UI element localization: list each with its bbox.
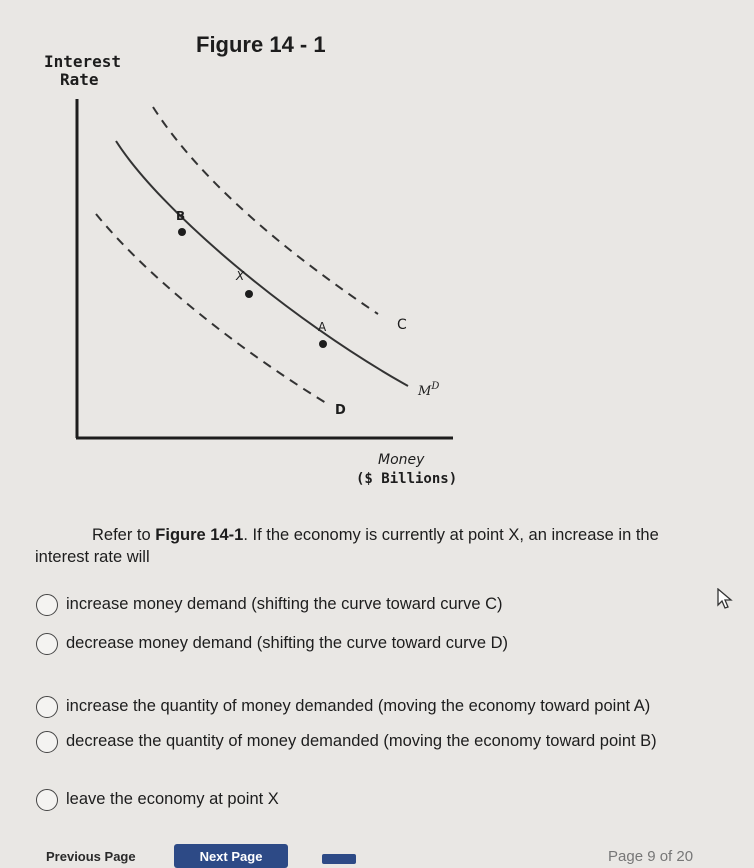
mouse-pointer-icon [717,588,733,610]
y-axis-label-line1: Interest [44,52,122,71]
answer-option-text: decrease money demand (shifting the curve toward curve D) [66,634,509,652]
page-indicator: Page 9 of 20 [608,848,694,865]
answer-option-1[interactable] [36,594,706,616]
radio-button[interactable] [36,594,58,616]
radio-button[interactable] [36,696,58,718]
y-axis-label-line2: Rate [60,70,99,89]
answer-option-4[interactable] [36,731,696,753]
point-a [319,340,327,348]
question-prefix: Refer to [92,526,156,544]
question-line1: . If the economy is currently at point X, an increase in the [243,526,659,544]
figure-reference: Figure 14-1 [155,526,244,544]
x-axis-label-line1: Money [378,452,425,468]
curve-d-dashed [96,214,326,403]
answer-option-3[interactable] [36,696,706,718]
answer-option-text: increase the quantity of money demanded (moving the economy toward point A) [66,697,651,715]
money-demand-curve [116,141,408,386]
curve-c-dashed [153,107,378,314]
question-text [35,524,725,568]
curve-d-label: D [335,403,346,418]
footer-nav-button[interactable] [322,854,356,864]
figure-title: Figure 14 - 1 [196,32,326,57]
point-x [245,290,253,298]
money-demand-label-m: M [418,384,432,399]
answer-option-2[interactable] [36,633,706,655]
radio-button[interactable] [36,731,58,753]
money-demand-label [417,381,439,399]
answer-option-text: decrease the quantity of money demanded (moving the economy toward point B) [66,732,657,750]
point-a-label: A [318,320,327,334]
radio-button[interactable] [36,789,58,811]
point-x-label: X [236,269,245,283]
radio-button[interactable] [36,633,58,655]
answer-option-text: leave the economy at point X [66,790,279,808]
next-page-button[interactable]: Next Page [174,844,288,868]
answer-option-5[interactable] [36,789,706,811]
money-demand-label-d: D [431,381,440,392]
previous-page-button[interactable]: Previous Page [46,849,136,864]
point-b [178,228,186,236]
point-b-label: B [176,209,186,223]
x-axis-label-line2: ($ Billions) [356,471,458,487]
curve-c-label: C [397,317,407,333]
question-line2: interest rate will [35,548,150,566]
answer-option-text: increase money demand (shifting the curve toward curve C) [66,595,503,613]
